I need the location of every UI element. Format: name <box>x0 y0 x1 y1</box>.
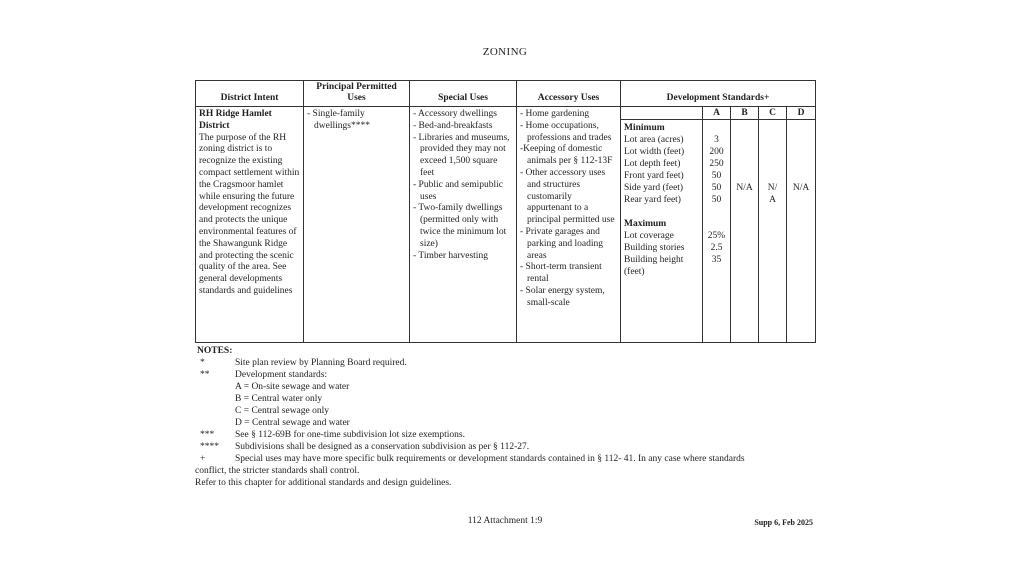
notes-section <box>195 345 815 489</box>
dev-row-label: Rear yard feet) <box>624 195 681 205</box>
dev-value <box>731 230 758 242</box>
note-text: D = Central sewage and water <box>235 418 350 428</box>
page-title: ZONING <box>482 46 528 58</box>
note-marker: + <box>200 454 206 464</box>
zoning-table <box>195 80 816 343</box>
col-header-district-intent: District Intent <box>196 81 304 107</box>
list-item: - Private garages and parking and loading areas <box>520 226 603 261</box>
dev-standards-label-subheader <box>621 107 703 120</box>
dev-value <box>731 146 758 158</box>
dev-value: 250 <box>709 159 724 169</box>
note-marker: *** <box>200 430 215 440</box>
note-marker: ** <box>200 370 210 380</box>
note-text: See § 112-69B for one-time subdivision lot size exemptions. <box>235 430 465 440</box>
note-row <box>195 357 815 369</box>
dev-value: A <box>769 195 776 205</box>
dev-row-label: Lot coverage <box>624 231 674 241</box>
dev-value <box>787 146 815 158</box>
note-text: Site plan review by Planning Board required. <box>235 358 407 368</box>
dev-value: N/A <box>792 183 810 193</box>
note-row <box>195 381 815 393</box>
dev-standards-values-c <box>759 120 787 343</box>
list-item: - Accessory dwellings <box>413 109 497 119</box>
district-intent-cell <box>196 107 304 343</box>
list-item: - Libraries and museums, provided they may not exceed 1,500 square feet <box>413 132 510 178</box>
note-marker <box>200 393 235 405</box>
footer-supplement-label: Supp 6, Feb 2025 <box>754 518 813 527</box>
footer-attachment-label: 112 Attachment 1:9 <box>467 516 543 526</box>
dev-value <box>787 170 815 182</box>
note-text: A = On-site sewage and water <box>235 382 350 392</box>
table-header-row <box>196 81 816 107</box>
dev-value <box>787 266 815 278</box>
dev-value <box>787 194 815 206</box>
dev-row-label: (feet) <box>624 267 645 277</box>
note-closing: Refer to this chapter for additional standards and design guidelines. <box>195 478 452 488</box>
dev-value <box>759 170 786 182</box>
special-uses-cell <box>410 107 517 343</box>
dev-standards-values-d <box>787 120 816 343</box>
note-row <box>195 441 815 453</box>
list-item: - Bed-and-breakfasts <box>413 120 493 131</box>
district-title: RH Ridge Hamlet District <box>199 109 272 131</box>
notes-heading: NOTES: <box>197 346 233 356</box>
dev-value <box>731 242 758 254</box>
dev-value <box>731 134 758 146</box>
dev-value <box>759 230 786 242</box>
dev-value <box>731 194 758 206</box>
dev-section-title: Minimum <box>624 123 665 133</box>
dev-row-label: Lot area (acres) <box>624 135 684 145</box>
note-text: Special uses may have more specific bulk requirements or development standards contained in § 112- 41. In any case where standards <box>235 454 745 464</box>
dev-value <box>787 218 815 230</box>
dev-value <box>759 206 786 218</box>
col-header-principal-permitted-uses: Principal Permitted Uses <box>304 81 410 107</box>
col-header-development-standards: Development Standards+ <box>621 81 816 107</box>
document-content <box>195 0 815 576</box>
dev-row-label: Side yard (feet) <box>624 183 684 193</box>
note-text: B = Central water only <box>235 394 323 404</box>
note-text: C = Central sewage only <box>235 406 330 416</box>
dev-row-label: Lot depth feet) <box>624 159 681 169</box>
dev-value <box>731 158 758 170</box>
dev-value <box>787 206 815 218</box>
note-row <box>195 429 815 441</box>
list-item: - Public and semipublic uses <box>413 179 503 202</box>
dev-value <box>787 122 815 134</box>
note-row <box>195 453 815 465</box>
list-item: - Single-family dwellings**** <box>307 109 370 131</box>
dev-value <box>703 218 730 230</box>
dev-row-spacer <box>621 206 702 218</box>
dev-standards-values-b <box>731 120 759 343</box>
dev-value <box>787 158 815 170</box>
dev-row-label: Lot width (feet) <box>624 147 685 157</box>
list-item: -Keeping of domestic animals per § 112-13F <box>520 144 613 167</box>
district-body: The purpose of the RH zoning district is to recognize the existing compact settlement within the Cragsmoor hamlet while ensuring the future development recognizes and protects the unique environmental features of the Shawangunk Ridge and protecting the scenic quality of the area. See general developments standards and guidelines <box>199 132 300 296</box>
note-marker <box>200 405 235 417</box>
dev-value: N/ <box>767 183 778 193</box>
list-item: - Short-term transient rental <box>520 262 602 285</box>
dev-value: 50 <box>711 195 722 205</box>
dev-row-label: Building stories <box>624 243 685 253</box>
note-continuation: conflict, the stricter standards shall control. <box>195 466 360 476</box>
dev-value <box>759 254 786 266</box>
col-header-accessory-uses: Accessory Uses <box>517 81 621 107</box>
dev-value <box>787 230 815 242</box>
note-marker <box>200 417 235 429</box>
dev-standards-labels <box>621 120 703 343</box>
dev-value <box>787 254 815 266</box>
note-marker: **** <box>200 442 219 452</box>
col-header-special-uses: Special Uses <box>410 81 517 107</box>
dev-value <box>759 158 786 170</box>
note-row <box>195 393 815 405</box>
list-item: - Solar energy system, small-scale <box>520 285 605 308</box>
dev-value: 200 <box>709 147 724 157</box>
dev-value: 2.5 <box>710 243 723 253</box>
list-item: - Home gardening <box>520 109 590 119</box>
dev-section-title: Maximum <box>624 219 667 229</box>
dev-value <box>703 122 730 134</box>
dev-value <box>731 122 758 134</box>
dev-value <box>759 134 786 146</box>
note-text: Development standards: <box>235 370 328 380</box>
dev-value: N/A <box>736 183 753 193</box>
dev-value <box>759 218 786 230</box>
note-marker <box>200 381 235 393</box>
list-item: - Home occupations, professions and trades <box>520 120 612 143</box>
list-item: - Other accessory uses and structures customarily appurtenant to a principal permitted use <box>520 167 615 226</box>
list-item: - Timber harvesting <box>413 250 488 261</box>
dev-col-header-c: C <box>759 107 787 120</box>
dev-value <box>759 146 786 158</box>
dev-col-header-a: A <box>703 107 731 120</box>
dev-value <box>731 254 758 266</box>
dev-row-label: Front yard feet) <box>624 171 684 181</box>
dev-value <box>703 206 730 218</box>
dev-col-header-b: B <box>731 107 759 120</box>
dev-value <box>731 218 758 230</box>
dev-value <box>759 242 786 254</box>
note-marker: * <box>200 358 205 368</box>
dev-value <box>787 134 815 146</box>
dev-value: 3 <box>714 135 719 145</box>
dev-value: 50 <box>711 171 722 181</box>
note-text: Subdivisions shall be designed as a conservation subdivision as per § 112-27. <box>235 442 530 452</box>
dev-value <box>759 122 786 134</box>
dev-row-label: Building height <box>624 255 684 265</box>
dev-value: 50 <box>711 183 722 193</box>
dev-value <box>731 206 758 218</box>
dev-value: 35 <box>711 255 722 265</box>
note-row <box>195 369 815 381</box>
dev-value <box>703 266 730 278</box>
dev-col-header-d: D <box>787 107 816 120</box>
dev-standards-subheader-row <box>196 107 816 120</box>
dev-value <box>731 266 758 278</box>
principal-permitted-uses-cell <box>304 107 410 343</box>
dev-standards-values-a <box>703 120 731 343</box>
list-item: - Two-family dwellings (permitted only with twice the minimum lot size) <box>413 203 507 249</box>
note-row <box>195 417 815 429</box>
note-row <box>195 405 815 417</box>
dev-value <box>731 170 758 182</box>
dev-value: 25% <box>707 231 726 241</box>
accessory-uses-cell <box>517 107 621 343</box>
dev-value <box>759 266 786 278</box>
dev-value <box>787 242 815 254</box>
